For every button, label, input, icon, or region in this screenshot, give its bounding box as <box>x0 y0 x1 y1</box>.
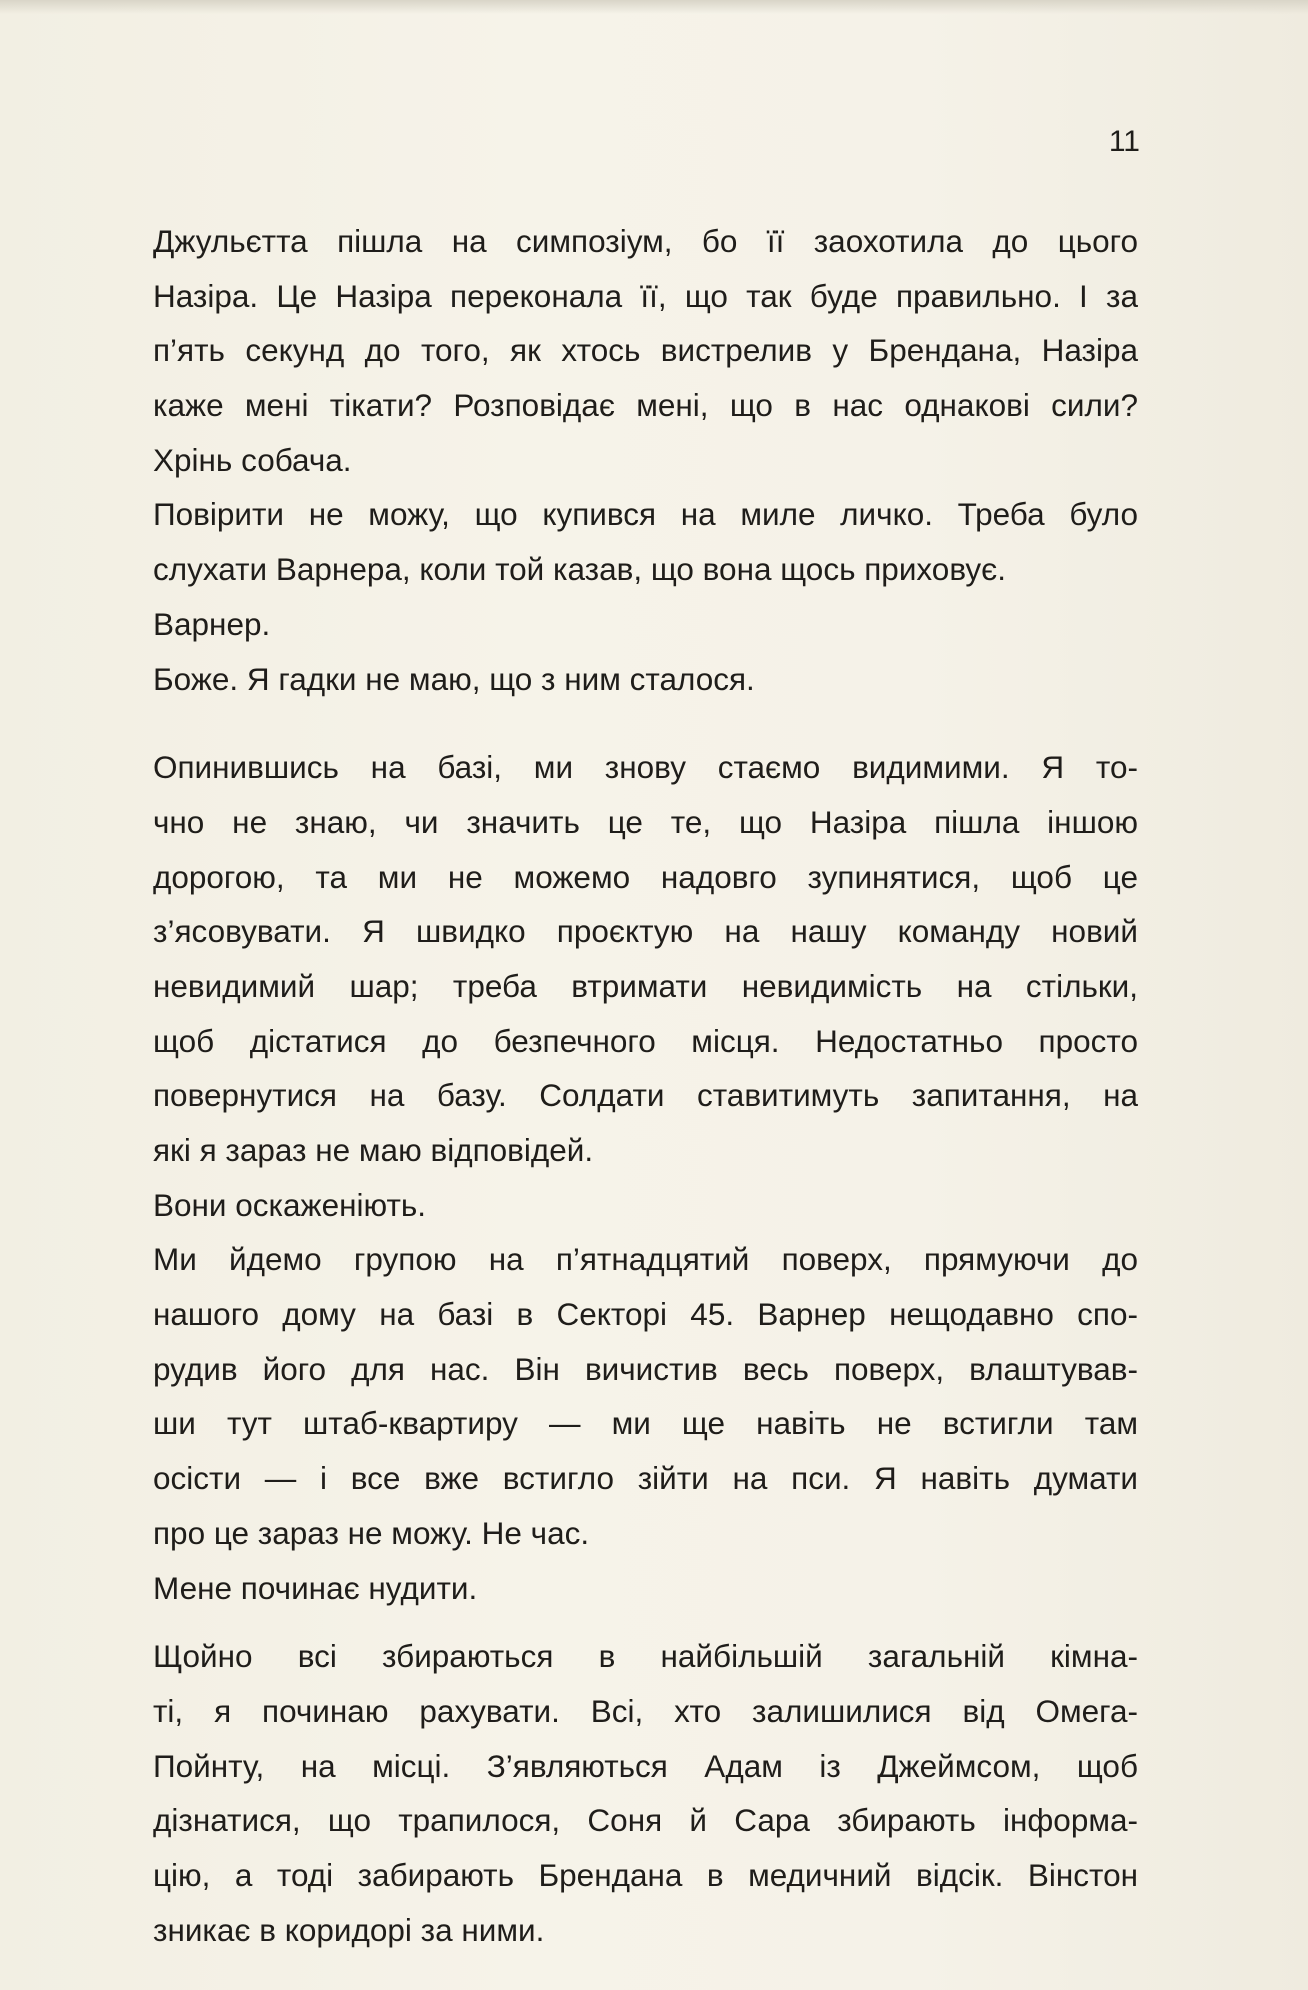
paragraph <box>153 1178 1138 1233</box>
section-break <box>153 706 1138 740</box>
text-line: Пойнту, на місці. З’являються Адам із Джеймсом, щоб <box>153 1747 1138 1784</box>
text-line: нашого дому на базі в Секторі 45. Варнер нещодавно спо- <box>153 1296 1138 1333</box>
text-line: рудив його для нас. Він вичистив весь поверх, влаштував- <box>153 1350 1138 1387</box>
text-line: Назіра. Це Назіра переконала її, що так буде правильно. І за <box>153 277 1138 314</box>
text-line: Боже. Я гадки не маю, що з ним сталося. <box>153 660 755 697</box>
text-line: Мене починає нудити. <box>153 1569 478 1606</box>
page-edge-shadow <box>0 0 1308 14</box>
paragraph <box>153 487 1138 596</box>
text-line: Ми йдемо групою на п’ятнадцятий поверх, прямуючи до <box>153 1241 1138 1278</box>
text-line: Варнер. <box>153 605 271 642</box>
text-line: які я зараз не маю відповідей. <box>153 1132 594 1168</box>
text-line: Щойно всі збираються в найбільшій загальній кімна- <box>153 1638 1138 1675</box>
text-line: з’ясовувати. Я швидко проєктую на нашу команду новий <box>153 913 1138 950</box>
paragraph <box>153 597 1138 652</box>
paragraph <box>153 214 1138 487</box>
paragraph <box>153 1561 1138 1616</box>
text-line: чно не знаю, чи значить це те, що Назіра пішла іншою <box>153 803 1138 840</box>
text-line: ши тут штаб-квартиру — ми ще навіть не встигли там <box>153 1405 1138 1442</box>
text-line: Повірити не можу, що купився на миле личко. Треба було <box>153 496 1138 533</box>
paragraph <box>153 1629 1138 1957</box>
text-line: ті, я починаю рахувати. Всі, хто залишилися від Омега- <box>153 1692 1138 1729</box>
text-line: цію, а тоді забирають Брендана в медичний відсік. Вінстон <box>153 1856 1138 1893</box>
text-line: дорогою, та ми не можемо надовго зупинятися, щоб це <box>153 858 1138 895</box>
text-line: Опинившись на базі, ми знову стаємо видимими. Я то- <box>153 749 1138 786</box>
text-line: Хрінь собача. <box>153 441 352 478</box>
paragraph <box>153 1232 1138 1560</box>
text-line: осісти — і все вже встигло зійти на пси. Я навіть думати <box>153 1460 1138 1497</box>
page-number: 11 <box>1108 125 1140 158</box>
paragraph-gap <box>153 1615 1138 1629</box>
paragraph <box>153 652 1138 707</box>
text-line: п’ять секунд до того, як хтось вистрелив у Брендана, Назіра <box>153 332 1138 369</box>
text-line: невидимий шар; треба втримати невидимість на стільки, <box>153 967 1138 1004</box>
text-line: повернутися на базу. Солдати ставитимуть запитання, на <box>153 1077 1138 1114</box>
text-line: Вони оскаженіють. <box>153 1186 427 1223</box>
text-line: про це зараз не можу. Не час. <box>153 1514 590 1551</box>
text-line: слухати Варнера, коли той казав, що вона щось приховує. <box>153 551 1006 588</box>
text-line: щоб дістатися до безпечного місця. Недостатньо просто <box>153 1022 1138 1059</box>
text-line: дізнатися, що трапилося, Соня й Сара збирають інформа- <box>153 1802 1138 1839</box>
text-line: зникає в коридорі за ними. <box>153 1911 545 1948</box>
text-line: каже мені тікати? Розповідає мені, що в нас однакові сили? <box>153 387 1138 424</box>
body-text <box>153 214 1138 1957</box>
text-line: Джульєтта пішла на симпозіум, бо її заохотила до цього <box>153 223 1138 259</box>
paragraph <box>153 740 1138 1178</box>
